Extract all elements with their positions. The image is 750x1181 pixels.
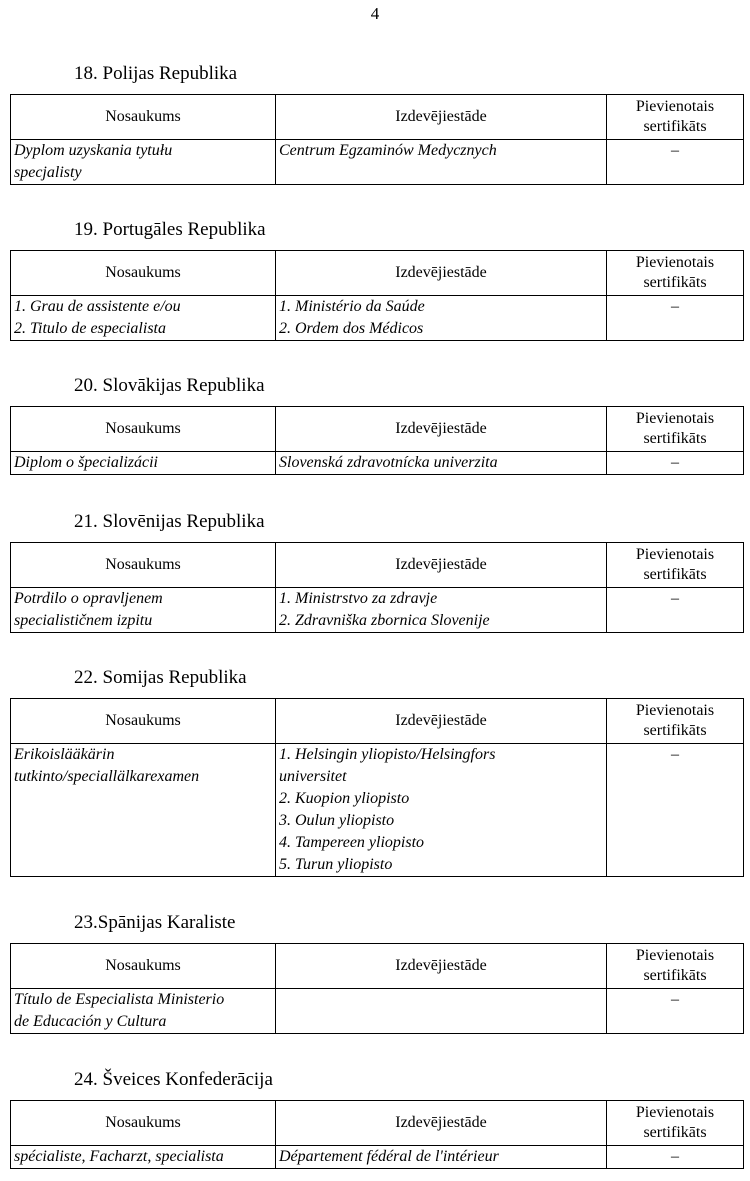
table-header-row: [11, 699, 744, 744]
header-issuer: Izdevējiestāde: [276, 699, 607, 744]
qualification-name-line: spécialiste, Facharzt, specialista: [14, 1148, 224, 1165]
country-heading: 19. Portugāles Republika: [74, 219, 266, 240]
qualification-table: [10, 943, 744, 1034]
issuing-body-cell: [276, 989, 607, 1034]
table-row: [11, 296, 744, 341]
qualification-name-line: Diplom o špecializácii: [14, 454, 158, 471]
country-section: [10, 60, 743, 185]
table-row: [11, 140, 744, 185]
qualification-name-cell: [11, 140, 276, 185]
header-name: Nosaukums: [11, 699, 276, 744]
header-issuer: Izdevējiestāde: [276, 95, 607, 140]
issuing-body-line: 3. Oulun yliopisto: [279, 812, 395, 829]
issuing-body-cell: [276, 140, 607, 185]
header-certificate: Pievienotais sertifikāts: [607, 95, 744, 140]
header-name: Nosaukums: [11, 407, 276, 452]
qualification-name-line: specialističnem izpitu: [14, 612, 153, 629]
country-section: [10, 508, 743, 633]
issuing-body-line: 5. Turun yliopisto: [279, 856, 393, 873]
issuing-body-line: Slovenská zdravotnícka univerzita: [279, 454, 498, 471]
qualification-name-cell: [11, 588, 276, 633]
issuing-body-cell: [276, 296, 607, 341]
country-section: [10, 909, 743, 1034]
qualification-name-line: specjalisty: [14, 164, 82, 181]
issuing-body-line: 2. Kuopion yliopisto: [279, 790, 410, 807]
qualification-name-cell: [11, 1146, 276, 1169]
qualification-name-cell: [11, 744, 276, 877]
certificate-cell: –: [607, 744, 744, 877]
header-issuer: Izdevējiestāde: [276, 407, 607, 452]
issuing-body-line: 2. Ordem dos Médicos: [279, 320, 424, 337]
header-name: Nosaukums: [11, 251, 276, 296]
header-certificate: Pievienotais sertifikāts: [607, 944, 744, 989]
issuing-body-line: 4. Tampereen yliopisto: [279, 834, 425, 851]
country-heading: 22. Somijas Republika: [74, 667, 247, 688]
qualification-name-line: Erikoislääkärin: [14, 746, 115, 763]
qualification-name-line: de Educación y Cultura: [14, 1013, 167, 1030]
issuing-body-cell: [276, 1146, 607, 1169]
issuing-body-line: Centrum Egzaminów Medycznych: [279, 142, 497, 159]
header-certificate: Pievienotais sertifikāts: [607, 407, 744, 452]
header-issuer: Izdevējiestāde: [276, 543, 607, 588]
table-row: [11, 452, 744, 475]
qualification-table: [10, 698, 744, 877]
issuing-body-line: 2. Zdravniška zbornica Slovenije: [279, 612, 490, 629]
table-header-row: [11, 407, 744, 452]
header-issuer: Izdevējiestāde: [276, 251, 607, 296]
issuing-body-cell: [276, 744, 607, 877]
header-name: Nosaukums: [11, 1101, 276, 1146]
header-name: Nosaukums: [11, 543, 276, 588]
qualification-table: [10, 542, 744, 633]
qualification-table: [10, 94, 744, 185]
table-row: [11, 588, 744, 633]
issuing-body-line: universitet: [279, 768, 347, 785]
header-issuer: Izdevējiestāde: [276, 1101, 607, 1146]
qualification-name-line: Potrdilo o opravljenem: [14, 590, 163, 607]
issuing-body-line: 1. Helsingin yliopisto/Helsingfors: [279, 746, 496, 763]
page-number: 4: [370, 4, 380, 23]
country-section: [10, 1066, 743, 1169]
header-certificate: Pievienotais sertifikāts: [607, 1101, 744, 1146]
qualification-name-cell: [11, 296, 276, 341]
issuing-body-cell: [276, 588, 607, 633]
certificate-cell: –: [607, 296, 744, 341]
issuing-body-line: 1. Ministério da Saúde: [279, 298, 425, 315]
qualification-table: [10, 406, 744, 475]
header-certificate: Pievienotais sertifikāts: [607, 251, 744, 296]
certificate-cell: –: [607, 452, 744, 475]
header-certificate: Pievienotais sertifikāts: [607, 543, 744, 588]
certificate-cell: –: [607, 1146, 744, 1169]
qualification-name-line: Título de Especialista Ministerio: [14, 991, 225, 1008]
table-header-row: [11, 944, 744, 989]
table-header-row: [11, 543, 744, 588]
qualification-table: [10, 250, 744, 341]
table-row: [11, 989, 744, 1034]
country-heading: 23.Spānijas Karaliste: [74, 912, 236, 933]
country-heading: 21. Slovēnijas Republika: [74, 511, 265, 532]
header-name: Nosaukums: [11, 944, 276, 989]
country-section: [10, 372, 743, 475]
qualification-name-cell: [11, 989, 276, 1034]
issuing-body-line: 1. Ministrstvo za zdravje: [279, 590, 438, 607]
header-name: Nosaukums: [11, 95, 276, 140]
country-section: [10, 216, 743, 341]
qualification-name-line: 1. Grau de assistente e/ou: [14, 298, 181, 315]
certificate-cell: –: [607, 989, 744, 1034]
certificate-cell: –: [607, 140, 744, 185]
qualification-name-line: tutkinto/speciallälkarexamen: [14, 768, 200, 785]
certificate-cell: –: [607, 588, 744, 633]
table-header-row: [11, 95, 744, 140]
table-row: [11, 744, 744, 877]
qualification-name-line: Dyplom uzyskania tytułu: [14, 142, 173, 159]
issuing-body-cell: [276, 452, 607, 475]
country-heading: 24. Šveices Konfederācija: [74, 1069, 273, 1090]
country-section: [10, 664, 743, 877]
qualification-name-cell: [11, 452, 276, 475]
issuing-body-line: Département fédéral de l'intérieur: [279, 1148, 499, 1165]
country-heading: 20. Slovākijas Republika: [74, 375, 265, 396]
table-header-row: [11, 1101, 744, 1146]
table-header-row: [11, 251, 744, 296]
qualification-table: [10, 1100, 744, 1169]
header-issuer: Izdevējiestāde: [276, 944, 607, 989]
header-certificate: Pievienotais sertifikāts: [607, 699, 744, 744]
qualification-name-line: 2. Titulo de especialista: [14, 320, 166, 337]
country-heading: 18. Polijas Republika: [74, 63, 238, 84]
table-row: [11, 1146, 744, 1169]
